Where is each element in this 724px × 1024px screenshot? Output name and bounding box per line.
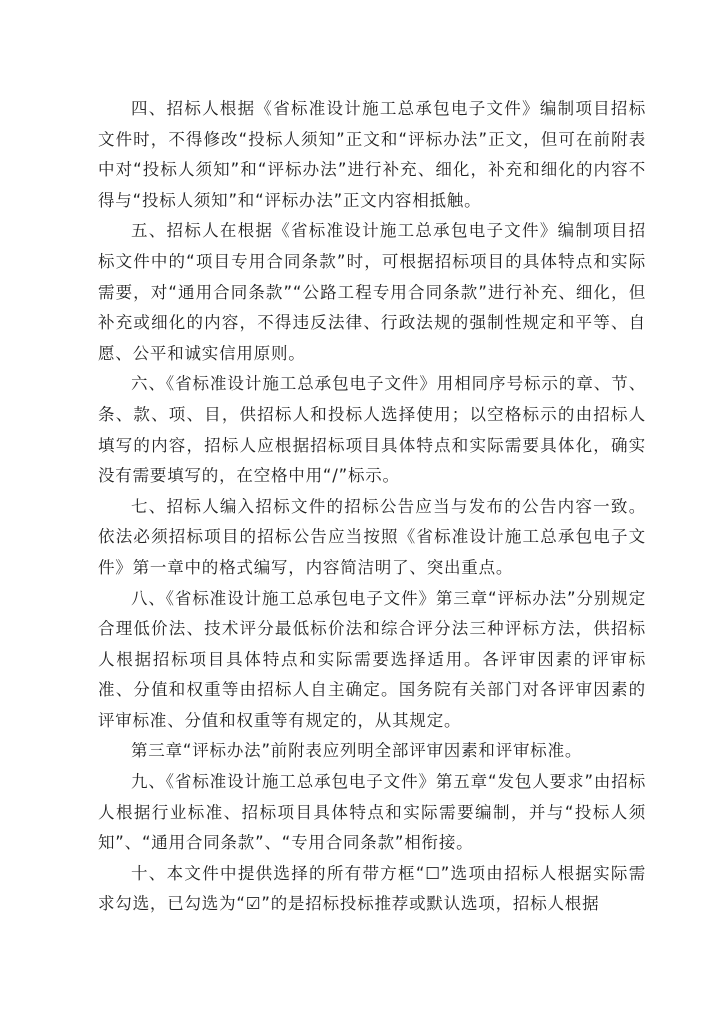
paragraph-8-note: 第三章“评标办法”前附表应列明全部评审因素和评审标准。 — [131, 741, 583, 761]
paragraph-5: 五、招标人在根据《省标准设计施工总承包电子文件》编制项目招标文件中的“项目专用合同条款”时，可根据招标项目的具体特点和实际需要，对“通用合同条款”“公路工程专用合同条款”进行补充、细化，但补充或细化的内容，不得违反法律、行政法规的强制性规定和平等、自愿、公平和诚实信用原则。 — [98, 221, 646, 363]
paragraph-6: 六、《省标准设计施工总承包电子文件》用相同序号标示的章、节、条、款、项、目，供招标人和投标人选择使用；以空格标示的由招标人填写的内容，招标人应根据招标项目具体特点和实际需要具体化，确实没有需要填写的，在空格中用“/”标示。 — [98, 374, 646, 486]
paragraph-8: 八、《省标准设计施工总承包电子文件》第三章“评标办法”分别规定合理低价法、技术评分最低标价法和综合评分法三种评标方法，供招标人根据招标项目具体特点和实际需要选择适用。各评审因素的评审标准、分值和权重等由招标人自主确定。国务院有关部门对各评审因素的评审标准、分值和权重等有规定的，从其规定。 — [98, 588, 646, 730]
document-body — [98, 94, 646, 920]
paragraph-9: 九、《省标准设计施工总承包电子文件》第五章“发包人要求”由招标人根据行业标准、招标项目具体特点和实际需要编制，并与“投标人须知”、“通用合同条款”、“专用合同条款”相衔接。 — [98, 772, 646, 853]
paragraph-4: 四、招标人根据《省标准设计施工总承包电子文件》编制项目招标文件时，不得修改“投标人须知”正文和“评标办法”正文，但可在前附表中对“投标人须知”和“评标办法”进行补充、细化，补充和细化的内容不得与“投标人须知”和“评标办法”正文内容相抵触。 — [98, 99, 646, 210]
paragraph-10: 十、本文件中提供选择的所有带方框“☐”选项由招标人根据实际需求勾选，已勾选为“☑”的是招标投标推荐或默认选项，招标人根据 — [98, 863, 646, 914]
paragraph-7: 七、招标人编入招标文件的招标公告应当与发布的公告内容一致。依法必须招标项目的招标公告应当按照《省标准设计施工总承包电子文件》第一章中的格式编写，内容简洁明了、突出重点。 — [98, 496, 646, 577]
